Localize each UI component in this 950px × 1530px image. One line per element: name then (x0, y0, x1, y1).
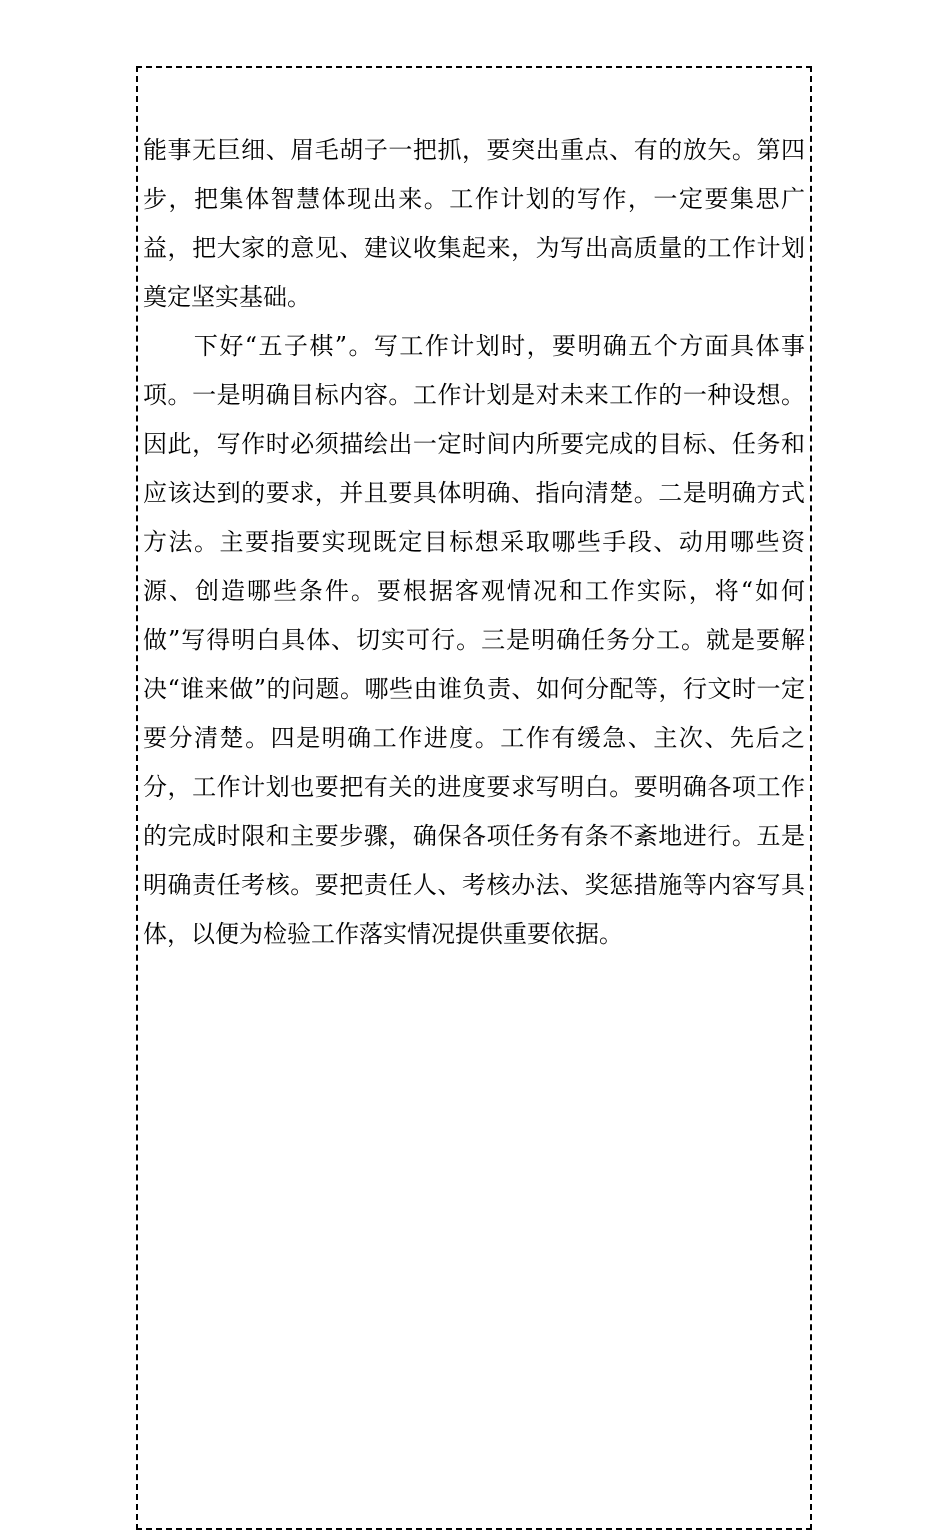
paragraph-continued: 能事无巨细、眉毛胡子一把抓，要突出重点、有的放矢。第四步，把集体智慧体现出来。工作计划的写作，一定要集思广益，把大家的意见、建议收集起来，为写出高质量的工作计划奠定坚实基础。 (143, 136, 805, 311)
paragraph-five-items: 下好“五子棋”。写工作计划时，要明确五个方面具体事项。一是明确目标内容。工作计划是对未来工作的一种设想。因此，写作时必须描绘出一定时间内所要完成的目标、任务和应该达到的要求，并且要具体明确、指向清楚。二是明确方式方法。主要指要实现既定目标想采取哪些手段、动用哪些资源、创造哪些条件。要根据客观情况和工作实际，将“如何做”写得明白具体、切实可行。三是明确任务分工。就是要解决“谁来做”的问题。哪些由谁负责、如何分配等，行文时一定要分清楚。四是明确工作进度。工作有缓急、主次、先后之分，工作计划也要把有关的进度要求写明白。要明确各项工作的完成时限和主要步骤，确保各项任务有条不紊地进行。五是明确责任考核。要把责任人、考核办法、奖惩措施等内容写具体，以便为检验工作落实情况提供重要依据。 (143, 332, 805, 948)
document-body (143, 126, 805, 959)
